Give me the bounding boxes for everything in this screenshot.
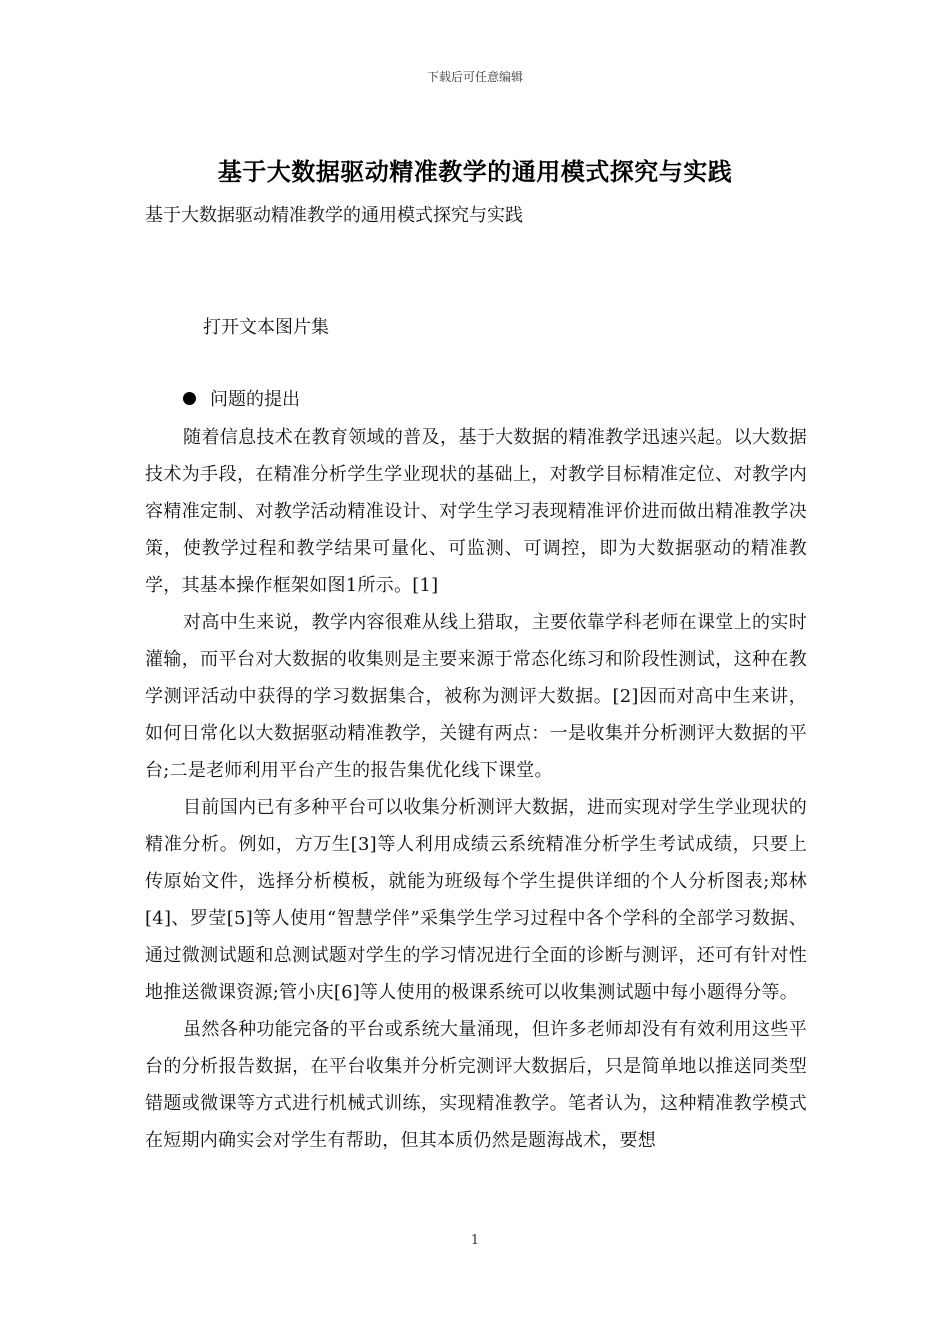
body-text: [145, 419, 807, 1159]
bullet-icon: [183, 392, 196, 405]
section-heading-text: 问题的提出: [210, 389, 300, 410]
paragraph: 对高中生来说，教学内容很难从线上猎取，主要依靠学科老师在课堂上的实时灌输，而平台对大数据的收集则是主要来源于常态化练习和阶段性测试，这种在教学测评活动中获得的学习数据集合，被称为测评大数据。[2]因而对高中生来讲，如何日常化以大数据驱动精准教学，关键有两点：一是收集并分析测评大数据的平台;二是老师利用平台产生的报告集优化线下课堂。: [145, 612, 807, 781]
image-set-link[interactable]: 打开文本图片集: [203, 317, 329, 338]
paragraph: 目前国内已有多种平台可以收集分析测评大数据，进而实现对学生学业现状的精准分析。例如，方万生[3]等人利用成绩云系统精准分析学生考试成绩，只要上传原始文件，选择分析模板，就能为班级每个学生提供详细的个人分析图表;郑林[4]、罗莹[5]等人使用“智慧学伴”采集学生学习过程中各个学科的全部学习数据、通过微测试题和总测试题对学生的学习情况进行全面的诊断与测评，还可有针对性地推送微课资源;管小庆[6]等人使用的极课系统可以收集测试题中每小题得分等。: [145, 797, 807, 1003]
paragraph: 虽然各种功能完备的平台或系统大量涌现，但许多老师却没有有效利用这些平台的分析报告数据，在平台收集并分析完测评大数据后，只是简单地以推送同类型错题或微课等方式进行机械式训练，实现精准教学。笔者认为，这种精准教学模式在短期内确实会对学生有帮助，但其本质仍然是题海战术，要想: [145, 1019, 807, 1151]
document-subtitle: 基于大数据驱动精准教学的通用模式探究与实践: [145, 205, 523, 226]
header-note: 下载后可任意编辑: [426, 70, 523, 84]
section-heading: [183, 385, 300, 411]
page-number: 1: [470, 1233, 480, 1248]
paragraph: 随着信息技术在教育领域的普及，基于大数据的精准教学迅速兴起。以大数据技术为手段，在精准分析学生学业现状的基础上，对教学目标精准定位、对教学内容精准定制、对教学活动精准设计、对学生学习表现精准评价进而做出精准教学决策，使教学过程和教学结果可量化、可监测、可调控，即为大数据驱动的精准教学，其基本操作框架如图1所示。[1]: [145, 427, 807, 596]
document-title: 基于大数据驱动精准教学的通用模式探究与实践: [217, 157, 733, 186]
